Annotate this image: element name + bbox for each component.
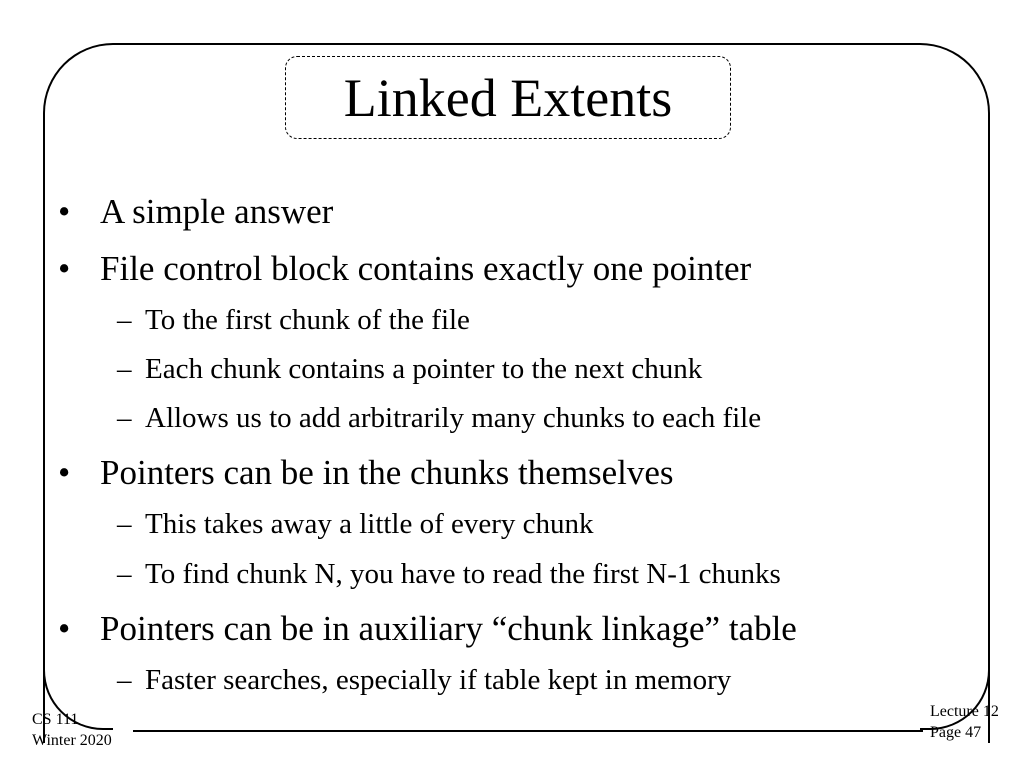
sub-bullet-marker: – [117, 402, 132, 434]
sub-bullet-marker: – [117, 304, 132, 336]
sub-bullet-text: To the first chunk of the file [145, 304, 470, 336]
bullet-marker: • [58, 609, 71, 648]
bullet-text: Pointers can be in the chunks themselves [100, 453, 674, 492]
bullet-text: A simple answer [100, 192, 334, 231]
bullet-marker: • [58, 192, 71, 231]
footer-lecture: Lecture 12 [930, 703, 999, 720]
title-box [285, 56, 731, 139]
sub-bullet-text: This takes away a little of every chunk [145, 508, 594, 540]
sub-bullet-marker: – [117, 353, 132, 385]
footer-rule [133, 730, 923, 732]
sub-bullet-marker: – [117, 558, 132, 590]
sub-bullet-text: Faster searches, especially if table kept in memory [145, 664, 732, 696]
footer-page-info [930, 701, 999, 743]
footer-page: Page 47 [930, 724, 982, 741]
sub-bullet-text: To find chunk N, you have to read the first N-1 chunks [145, 558, 781, 590]
sub-bullet-marker: – [117, 508, 132, 540]
bullet-marker: • [58, 249, 71, 288]
footer-course-info [32, 709, 112, 751]
bullet-text: Pointers can be in auxiliary “chunk linkage” table [100, 609, 797, 648]
footer-course: CS 111 [32, 711, 79, 728]
slide-title: Linked Extents [343, 67, 673, 128]
footer-term: Winter 2020 [32, 732, 112, 749]
bullet-text: File control block contains exactly one pointer [100, 249, 752, 288]
bullet-marker: • [58, 453, 71, 492]
sub-bullet-marker: – [117, 664, 132, 696]
sub-bullet-text: Allows us to add arbitrarily many chunks to each file [145, 402, 762, 434]
sub-bullet-text: Each chunk contains a pointer to the next chunk [145, 353, 703, 385]
